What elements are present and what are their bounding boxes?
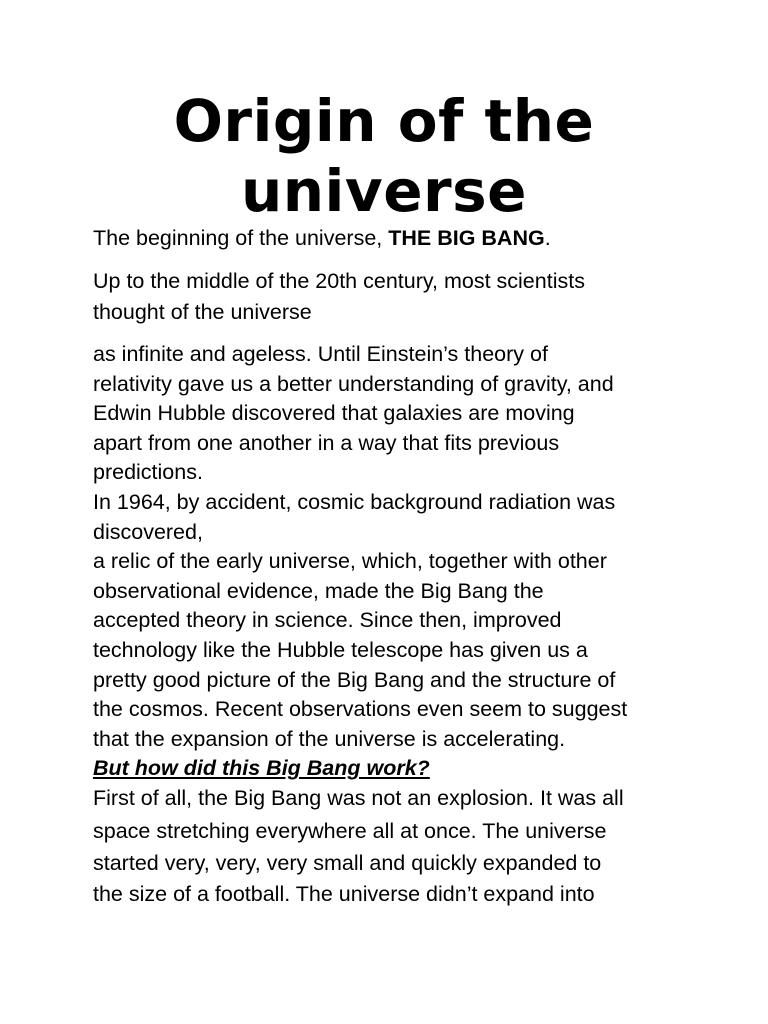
title-line-2: universe [240,157,528,225]
paragraph-line: technology like the Hubble telescope has given us a [93,637,588,662]
page-title [0,86,768,226]
paragraph-line: the cosmos. Recent observations even seem to suggest [93,697,628,722]
paragraph-line: relativity gave us a better understanding of gravity, and [93,371,614,396]
paragraph-2 [93,266,693,328]
paragraph-line: thought of the universe [93,300,312,324]
paragraph-line: as infinite and ageless. Until Einstein’s theory of [93,342,548,366]
paragraph-line: apart from one another in a way that fits previous [93,430,560,455]
paragraph-line: In 1964, by accident, cosmic background radiation was [93,489,616,514]
paragraph-4 [93,816,693,911]
paragraph-3 [93,340,693,814]
intro-paragraph [93,224,693,254]
paragraph-line: accepted theory in science. Since then, improved [93,608,562,633]
paragraph-line: observational evidence, made the Big Bang the [93,578,544,603]
intro-prefix: The beginning of the universe, [93,226,389,250]
section-subheading: But how did this Big Bang work? [93,756,430,781]
paragraph-line: Edwin Hubble discovered that galaxies are moving [93,401,575,426]
paragraph-line: the size of a football. The universe didn’t expand into [93,882,595,906]
title-line-1: Origin of the [173,87,595,155]
paragraph-line: started very, very, very small and quickly expanded to [93,850,602,875]
paragraph-line: predictions. [93,460,203,485]
paragraph-line: that the expansion of the universe is accelerating. [93,726,566,751]
paragraph-line: First of all, the Big Bang was not an explosion. It was all [93,785,624,810]
intro-suffix: . [544,226,551,250]
paragraph-line: pretty good picture of the Big Bang and the structure of [93,667,616,692]
paragraph-line: Up to the middle of the 20th century, most scientists [93,269,585,293]
paragraph-line: space stretching everywhere all at once. The universe [93,819,607,843]
paragraph-line: a relic of the early universe, which, together with other [93,549,607,574]
intro-bold-term: THE BIG BANG [388,226,545,250]
paragraph-line: discovered, [93,519,203,544]
